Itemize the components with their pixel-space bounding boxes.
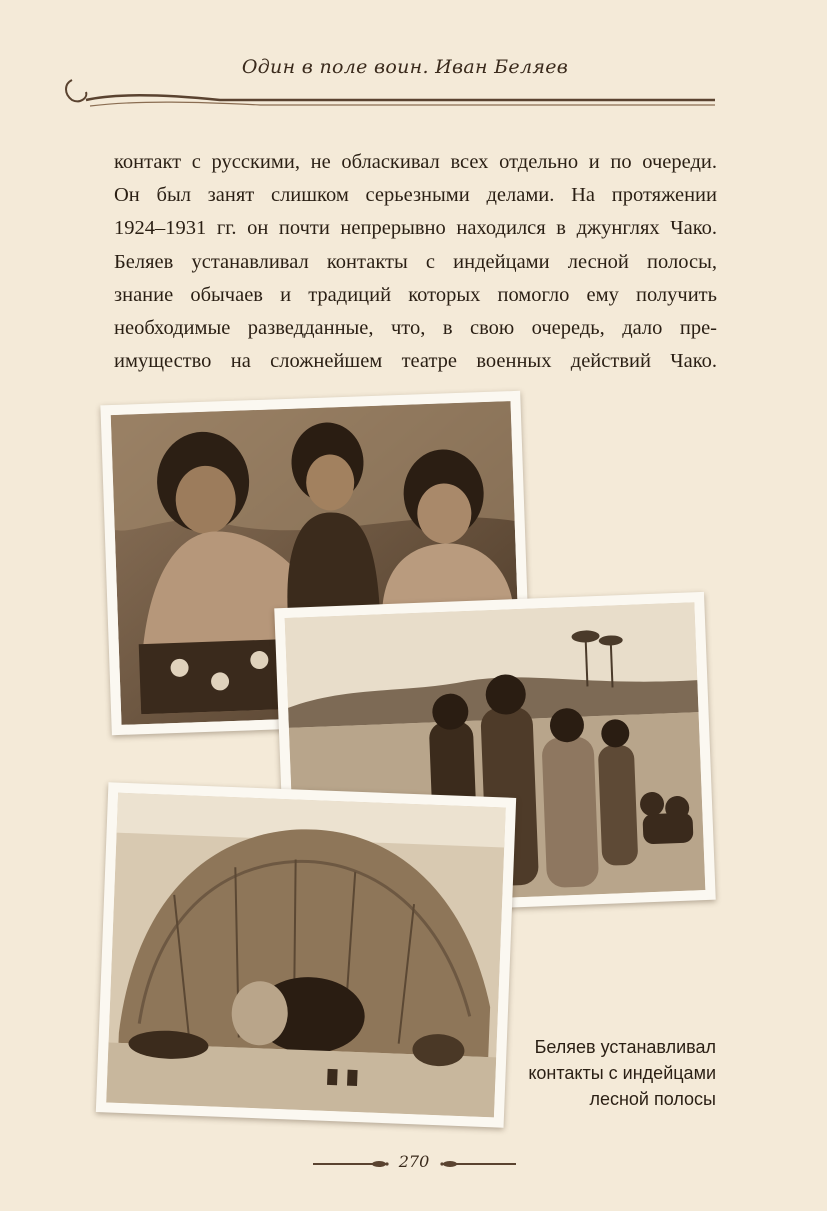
body-line: знание обычаев и традиций которых помогло ему получить (114, 283, 717, 306)
body-line: Беляев устанавливал контакты с индейцами лесной полосы, (114, 250, 717, 273)
body-line: необходимые разведданные, что, в свою очередь, дало пре- (114, 317, 717, 340)
caption-line: Беляев устанавливал (534, 1037, 716, 1057)
body-paragraph (114, 146, 717, 378)
caption-line: лесной полосы (589, 1089, 716, 1109)
body-line: Он был занят слишком серьезными делами. На протяжении (114, 184, 717, 207)
running-title: Один в поле воин. Иван Беляев (241, 56, 569, 78)
page-number: 270 (398, 1152, 430, 1171)
photo-thatched-hut (96, 782, 516, 1127)
footer-ornament-left (313, 1158, 389, 1170)
footer-ornament-right (440, 1158, 516, 1170)
body-line: имущество на сложнейшем театре военных действий Чако. (114, 350, 717, 373)
body-line: 1924–1931 гг. он почти непрерывно находился в джунглях Чако. (114, 217, 717, 240)
header-ornament-rule (60, 70, 720, 120)
photo-caption (486, 1034, 716, 1112)
caption-line: контакты с индейцами (528, 1063, 716, 1083)
body-line: контакт с русскими, не обласкивал всех отдельно и по очереди. (114, 151, 717, 173)
